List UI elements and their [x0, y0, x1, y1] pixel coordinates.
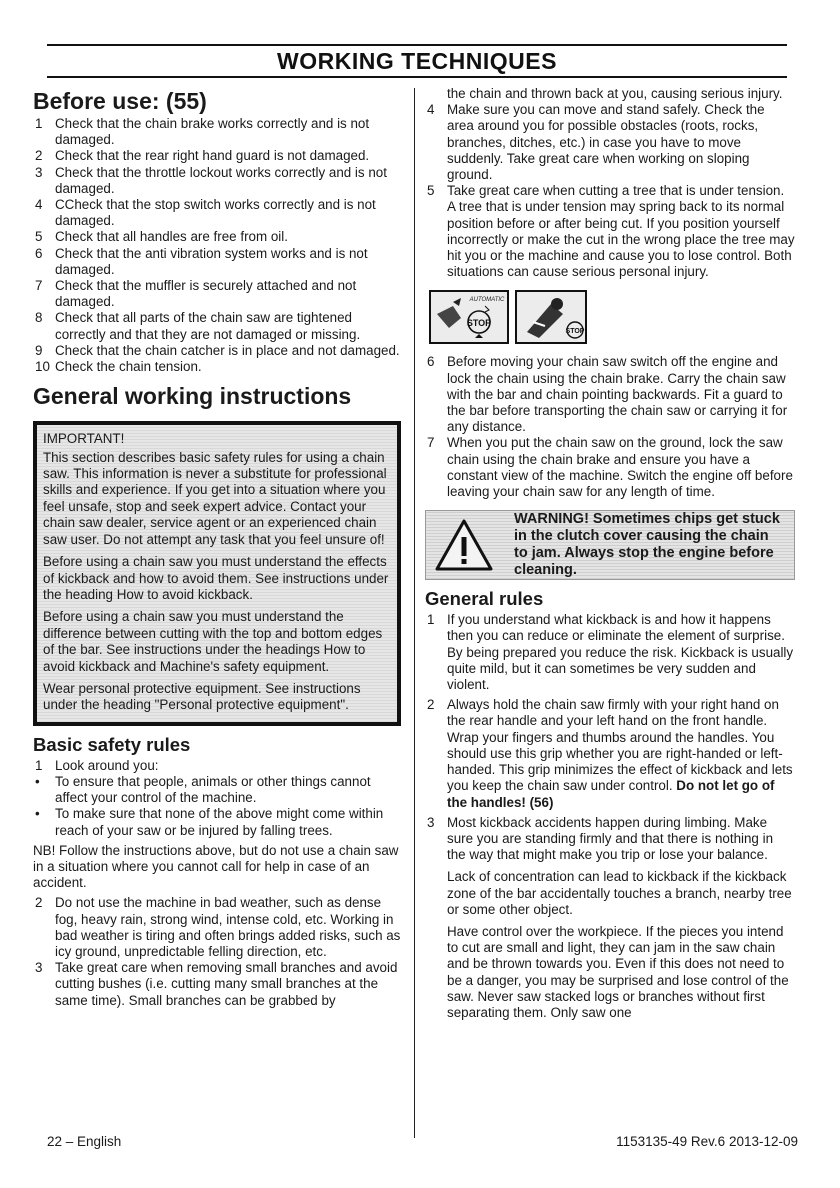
- list-item: [33, 278, 401, 310]
- item-number: 2: [35, 148, 43, 164]
- item-number: 4: [427, 102, 435, 118]
- item-text-bold: Do not let go of the handles! (56): [447, 778, 775, 810]
- document-revision: 1153135-49 Rev.6 2013-12-09: [616, 1134, 798, 1149]
- list-item: [33, 116, 401, 148]
- list-item: [425, 612, 795, 693]
- item-number: 7: [35, 278, 43, 294]
- item-text: Check that all parts of the chain saw are tightened correctly and that they are not damaged or missing.: [55, 310, 361, 342]
- item-text: Check that the chain catcher is in place and not damaged.: [55, 342, 400, 358]
- before-use-list: [33, 116, 401, 375]
- list-item: [425, 102, 795, 183]
- nb-note: NB! Follow the instructions above, but do not use a chain saw in a situation where you cannot call for help in case of an accident.: [33, 842, 399, 891]
- list-item: [33, 310, 401, 342]
- item-text: Look around you:: [55, 757, 159, 773]
- item-text: When you put the chain saw on the ground, lock the saw chain using the chain brake and ensure you have a constant view of the machine. Switch the engine off before leaving your chain saw for any length of time.: [447, 435, 793, 500]
- bullet-icon: •: [35, 806, 40, 822]
- list-item: [33, 960, 401, 1009]
- item-text: CCheck that the stop switch works correctly and is not damaged.: [55, 197, 376, 229]
- bullet-item: [33, 774, 401, 806]
- important-paragraph: Before using a chain saw you must understand the effects of kickback and how to avoid them. See instructions under the heading How to avoid kickback.: [43, 554, 389, 602]
- list-item: [33, 246, 401, 278]
- list-item: [425, 815, 795, 864]
- item-number: 1: [35, 757, 43, 773]
- item-text: If you understand what kickback is and how it happens then you can reduce or eliminate the element of surprise. By being prepared you reduce the risk. Kickback is usually quite mild, but it can sometimes be very sudden and violent.: [447, 612, 794, 693]
- pictogram-row: [429, 290, 795, 344]
- important-paragraph: Before using a chain saw you must understand the difference between cutting with the top and bottom edges of the bar. See instructions under the headings How to avoid kickback and Machine's safety equipment.: [43, 609, 383, 674]
- important-paragraph: This section describes basic safety rules for using a chain saw. This information is never a substitute for professional skills and experience. If you get into a situation where you feel unsafe, stop and seek expert advice. Contact your chain saw dealer, service agent or an experienced chain saw user. Do not attempt any task that you feel unsure of!: [43, 449, 387, 547]
- page-number: 22 – English: [47, 1134, 122, 1149]
- item-number: 9: [35, 342, 43, 358]
- item-text: Do not use the machine in bad weather, such as dense fog, heavy rain, strong wind, intense cold, etc. Working in bad weather is tiring and often brings added risks, such as icy ground, unpredictable felling direction, etc.: [55, 895, 401, 959]
- item-text: Check that the throttle lockout works correctly and is not damaged.: [55, 164, 387, 196]
- stop-switch-icon: [517, 292, 585, 342]
- item-number: 1: [35, 116, 43, 131]
- item-text: Check that the rear right hand guard is not damaged.: [55, 148, 370, 164]
- list-item: [425, 354, 795, 435]
- item-number: 5: [35, 229, 43, 245]
- general-rules-list: [425, 612, 795, 863]
- list-item: [33, 229, 401, 245]
- column-divider: [414, 88, 415, 1138]
- item-number: 6: [35, 245, 43, 261]
- basic-safety-list-right-continued: [425, 354, 795, 500]
- item-text: Before moving your chain saw switch off the engine and lock the chain using the chain brake. Carry the chain saw with the bar and chain pointing backwards. Fit a guard to the bar before transporting the chain saw or carrying it for any distance.: [447, 354, 788, 435]
- before-use-heading: Before use: (55): [33, 88, 207, 114]
- item-number: 10: [35, 359, 50, 375]
- page-header: [47, 44, 787, 78]
- item-text: Take great care when removing small branches and avoid cutting bushes (i.e. cutting many small branches at the same time). Small branches can be grabbed by: [55, 960, 398, 1008]
- item-text-regular: Always hold the chain saw firmly with your right hand on the rear handle and your left hand on the front handle. Wrap your fingers and thumbs around the handles. You should use this grip whether you are right-handed or left-handed. This grip minimizes the effect of kickback and lets you keep the chain saw under control.: [447, 697, 793, 794]
- list-item: [425, 435, 795, 500]
- basic-safety-list-right: [425, 102, 795, 280]
- chain-saw-stop-icon: [431, 292, 507, 342]
- item-number: 3: [35, 164, 43, 180]
- item-text: To ensure that people, animals or other things cannot affect your control of the machine.: [55, 773, 371, 806]
- list-item: [33, 359, 401, 375]
- general-working-heading: General working instructions: [33, 383, 352, 410]
- list-item: [33, 197, 401, 229]
- item-text: Check that the muffler is securely attached and not damaged.: [55, 278, 357, 310]
- item-number: 6: [427, 354, 435, 370]
- bullet-item: [33, 806, 401, 838]
- item-text: Most kickback accidents happen during limbing. Make sure you are standing firmly and that there is nothing in the way that might make you trip or lose your balance.: [447, 814, 774, 863]
- item-text: Check that the anti vibration system works and is not damaged.: [55, 245, 368, 277]
- chain-brake-pictogram: [429, 290, 509, 344]
- basic-safety-list: [33, 758, 401, 839]
- list-item: [33, 165, 401, 197]
- svg-text:STOP: STOP: [466, 318, 492, 329]
- item-number: 7: [427, 435, 435, 451]
- list-item: [33, 758, 401, 774]
- general-rules-paragraph: Lack of concentration can lead to kickback if the kickback zone of the bar accidentally touches a branch, nearby tree or some other object.: [447, 869, 792, 917]
- item-number: 4: [35, 197, 43, 213]
- svg-text:STOP: STOP: [565, 328, 585, 336]
- basic-safety-heading: Basic safety rules: [33, 733, 191, 755]
- list-item: [425, 183, 795, 280]
- item-text: Take great care when cutting a tree that is under tension. A tree that is under tension may spring back to its normal position before or after being cut. If you position yourself incorrectly or make the cut in the wrong place the tree may hit you or the machine and cause you to lose control. Both situations can cause serious personal injury.: [447, 183, 795, 280]
- important-paragraph: Wear personal protective equipment. See instructions under the heading "Personal protective equipment".: [43, 680, 361, 713]
- basic-safety-list-continued: [33, 895, 401, 1008]
- item-number: 3: [35, 960, 43, 976]
- warning-text: WARNING! Sometimes chips get stuck in the clutch cover causing the chain to jam. Always stop the engine before cleaning.: [514, 511, 780, 579]
- item-number: 1: [427, 612, 435, 628]
- item-text: Check that the chain brake works correctly and is not damaged.: [55, 116, 370, 148]
- general-rules-heading: General rules: [425, 588, 544, 610]
- bullet-icon: •: [35, 773, 40, 789]
- item-text: Make sure you can move and stand safely. Check the area around you for possible obstacles (roots, rocks, branches, ditches, etc.) in case you have to move suddenly. Take great care when working on sloping ground.: [447, 102, 765, 183]
- continued-text: the chain and thrown back at you, causing serious injury.: [447, 86, 783, 101]
- warning-triangle-icon: [434, 517, 494, 573]
- item-number: 5: [427, 183, 435, 199]
- left-column: [33, 86, 401, 1009]
- item-number: 2: [427, 697, 435, 713]
- list-item: [33, 148, 401, 164]
- item-number: 3: [427, 814, 435, 830]
- item-text: [447, 697, 795, 810]
- item-text: To make sure that none of the above might come within reach of your saw or be injured by falling trees.: [55, 806, 384, 838]
- list-item: [33, 895, 401, 960]
- warning-notice: [425, 510, 795, 580]
- important-heading: IMPORTANT!: [43, 431, 125, 447]
- item-number: 2: [35, 895, 43, 911]
- page-title: WORKING TECHNIQUES: [277, 47, 557, 74]
- important-notice: [33, 421, 401, 726]
- general-rules-paragraph: Have control over the workpiece. If the pieces you intend to cut are small and light, they can jam in the saw chain and be thrown towards you. Even if this does not need to be a danger, you may be surprised and lose control of the saw. Never saw stacked logs or branches without first separating them. Only saw one: [447, 923, 789, 1020]
- right-column: [425, 86, 795, 1021]
- item-text: Check the chain tension.: [55, 359, 202, 375]
- item-text: Check that all handles are free from oil.: [55, 229, 288, 245]
- engine-stop-pictogram: [515, 290, 587, 344]
- item-number: 8: [35, 310, 43, 326]
- list-item: [33, 343, 401, 359]
- svg-text:AUTOMATIC: AUTOMATIC: [469, 297, 505, 304]
- list-item: [425, 697, 795, 810]
